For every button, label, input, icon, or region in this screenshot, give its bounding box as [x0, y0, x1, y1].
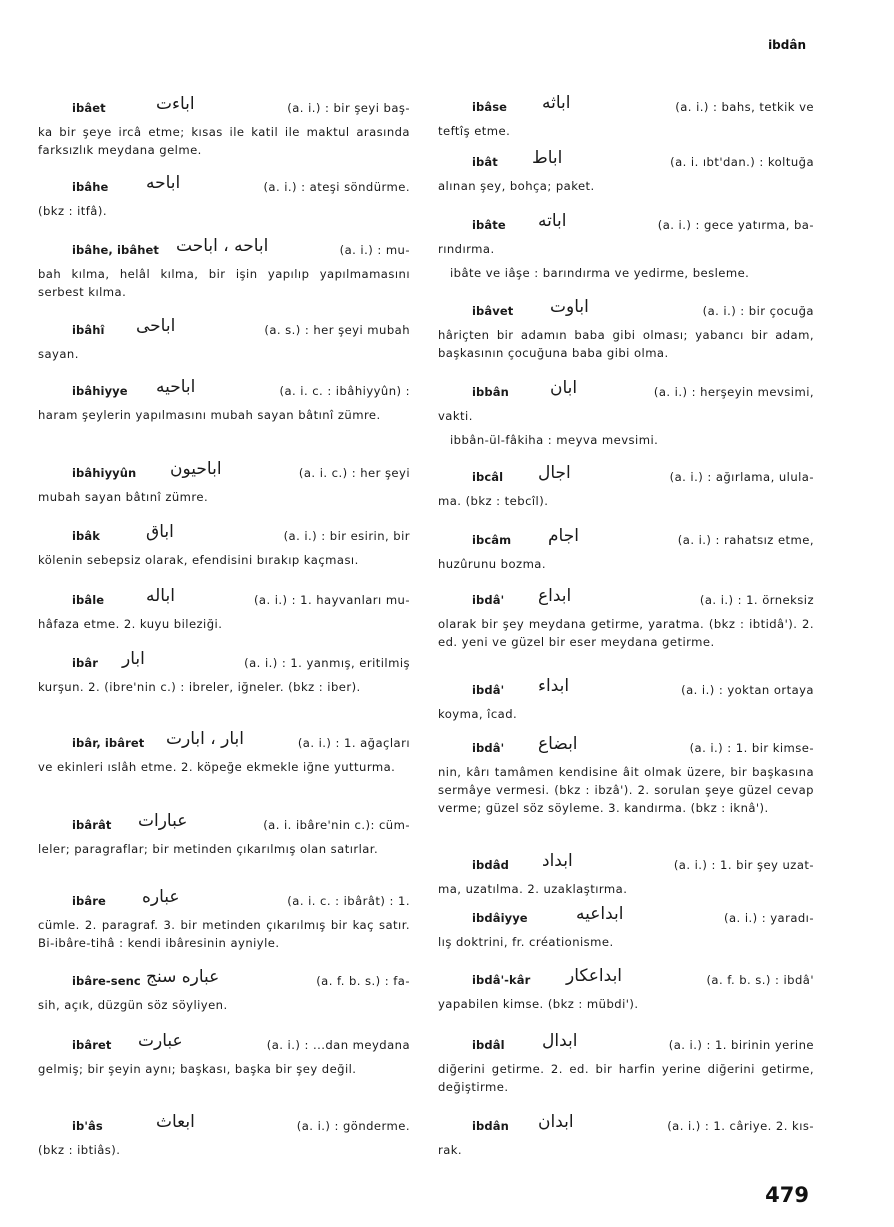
headword: ibcâl: [472, 470, 504, 484]
arabic-script: اباحى: [136, 316, 176, 336]
grammar-note: (a. i.) : 1. bir şey uzat-: [673, 858, 814, 872]
grammar-note: (a. i. ıbt'dan.) : koltuğa: [670, 155, 814, 169]
definition: leler; paragraflar; bir metinden çıkarılmış olan satırlar.: [38, 842, 379, 856]
dictionary-entry: [438, 1030, 814, 1096]
arabic-script: اباحيه: [156, 377, 196, 397]
headword: ibâret: [72, 1038, 112, 1052]
definition: kurşun. 2. (ibre'nin c.) : ibreler, iğneler. (bkz : iber).: [38, 680, 361, 694]
dictionary-entry: [438, 675, 814, 723]
grammar-note: (a. s.) : her şeyi mubah: [264, 323, 410, 337]
dictionary-entry: [438, 296, 814, 362]
grammar-note: (a. i.) : yoktan ortaya: [681, 683, 814, 697]
arabic-script: ابار ، ابارت: [166, 729, 244, 749]
grammar-note: (a. f. b. s.) : fa-: [316, 974, 410, 988]
definition: lış doktrini, fr. créationisme.: [438, 935, 614, 949]
dictionary-entry: [438, 210, 814, 258]
definition: vakti.: [438, 409, 473, 423]
dictionary-entry: [38, 172, 410, 220]
arabic-script: ابعاث: [156, 1112, 195, 1132]
grammar-note: (a. f. b. s.) : ibdâ': [706, 973, 814, 987]
definition: rındırma.: [438, 242, 495, 256]
definition: hâfaza etme. 2. kuyu bileziği.: [38, 617, 223, 631]
grammar-note: (a. i.) : ...dan meydana: [266, 1038, 410, 1052]
dictionary-entry: [38, 728, 410, 776]
dictionary-entry: [38, 886, 410, 952]
dictionary-entry: [38, 810, 410, 858]
dictionary-entry: [38, 1111, 410, 1159]
grammar-note: (a. i. c.) : her şeyi: [298, 466, 410, 480]
dictionary-entry: [38, 521, 410, 569]
definition: rak.: [438, 1143, 463, 1157]
dictionary-entry: [438, 733, 814, 817]
headword: ibâhiyye: [72, 384, 128, 398]
definition: haram şeylerin yapılmasını mubah sayan bâtınî zümre.: [38, 408, 381, 422]
headword: ibâhî: [72, 323, 105, 337]
definition: koyma, îcad.: [438, 707, 518, 721]
grammar-note: (a. i.) : mu-: [339, 243, 410, 257]
headword: ibdân: [472, 1119, 509, 1133]
headword: ibâr, ibâret: [72, 736, 145, 750]
headword: ibâet: [72, 101, 106, 115]
definition: teftîş etme.: [438, 124, 511, 138]
grammar-note: (a. i. c. : ibârât) : 1.: [287, 894, 410, 908]
dictionary-entry: [438, 147, 814, 195]
dictionary-entry: [438, 903, 814, 951]
headword: ibdâ'-kâr: [472, 973, 531, 987]
grammar-note: (a. i.) : yaradı-: [724, 911, 814, 925]
arabic-script: ابضاع: [538, 734, 578, 754]
arabic-script: ابدان: [538, 1112, 574, 1132]
grammar-note: (a. i.) : 1. câriye. 2. kıs-: [667, 1119, 814, 1133]
grammar-note: (a. i.) : 1. hayvanları mu-: [253, 593, 410, 607]
headword: ibâr: [72, 656, 99, 670]
dictionary-entry: [38, 585, 410, 633]
headword: ibâse: [472, 100, 508, 114]
sub-entry: [438, 431, 814, 449]
definition: kölenin sebepsiz olarak, efendisini bırakıp kaçması.: [38, 553, 359, 567]
grammar-note: (a. i.) : 1. örneksiz: [699, 593, 814, 607]
headword: ibdâ': [472, 593, 505, 607]
grammar-note: (a. i.) : gece yatırma, ba-: [657, 218, 814, 232]
definition: alınan şey, bohça; paket.: [438, 179, 595, 193]
definition: diğerini getirme. 2. ed. bir harfin yerine diğerini getirme, değiştirme.: [438, 1062, 814, 1094]
grammar-note: (a. i.) : 1. ağaçları: [297, 736, 410, 750]
dictionary-entry: [438, 462, 814, 510]
headword: ibâte: [472, 218, 506, 232]
headword: ibdâl: [472, 1038, 505, 1052]
definition: ve ekinleri ıslâh etme. 2. köpeğe ekmekle iğne yutturma.: [38, 760, 396, 774]
dictionary-entry: [38, 376, 410, 424]
definition: huzûrunu bozma.: [438, 557, 546, 571]
headword: ibâk: [72, 529, 100, 543]
headword: ibâhiyyûn: [72, 466, 137, 480]
dictionary-entry: [38, 315, 410, 363]
definition: olarak bir şey meydana getirme, yaratma. (bkz : ibtidâ'). 2. ed. yeni ve güzel bir eser meydana getirme.: [438, 617, 814, 649]
arabic-script: اباءت: [156, 94, 195, 114]
grammar-note: (a. i.) : bir çocuğa: [702, 304, 814, 318]
grammar-note: (a. i.) : gönderme.: [296, 1119, 410, 1133]
headword: ibbân: [472, 385, 509, 399]
grammar-note: (a. i.) : 1. birinin yerine: [668, 1038, 814, 1052]
grammar-note: (a. i.) : bir şeyi baş-: [287, 101, 410, 115]
headword: ibdâ': [472, 683, 505, 697]
dictionary-entry: [438, 965, 814, 1013]
definition: nin, kârı tamâmen kendisine âit olmak üzere, bir başkasına sermâye vermesi. (bkz : ibzâ'). 2. sorulan şeye güzel cevap verme; güzel söz söyleme. 3. kandırma. (bkz : iknâ').: [438, 765, 814, 815]
sub-entry-text: ibâte ve iâşe : barındırma ve yedirme, besleme.: [450, 266, 750, 280]
dictionary-entry: [38, 235, 410, 301]
dictionary-entry: [438, 1111, 814, 1159]
headword: ibât: [472, 155, 498, 169]
headword: ibâre-senc: [72, 974, 141, 988]
dictionary-entry: [38, 1030, 410, 1078]
headword: ibâle: [72, 593, 105, 607]
headword: ibâvet: [472, 304, 514, 318]
sub-entry: [438, 264, 814, 282]
arabic-script: عباره سنج: [146, 967, 220, 987]
arabic-script: اباته: [538, 211, 567, 231]
definition: hâriçten bir adamın baba gibi olması; yabancı bir adam, başkasının çocuğuna baba gibi olma.: [438, 328, 814, 360]
grammar-note: (a. i.) : 1. yanmış, eritilmiş: [244, 656, 410, 670]
arabic-script: ابار: [122, 649, 145, 669]
dictionary-entry: [438, 92, 814, 140]
arabic-script: عبارات: [138, 811, 188, 831]
sub-entry-text: ibbân-ül-fâkiha : meyva mevsimi.: [450, 433, 659, 447]
dictionary-entry: [38, 93, 410, 159]
grammar-note: (a. i.) : bir esirin, bir: [283, 529, 410, 543]
headword: ibâhe: [72, 180, 109, 194]
definition: cümle. 2. paragraf. 3. bir metinden çıkarılmış bir kaç satır. Bi-ibâre-tihâ : kendi ibâresinin ayniyle.: [38, 918, 410, 950]
definition: sih, açık, düzgün söz söyliyen.: [38, 998, 228, 1012]
grammar-note: (a. i. ibâre'nin c.): cüm-: [263, 818, 410, 832]
dictionary-entry: [38, 458, 410, 506]
grammar-note: (a. i. c. : ibâhiyyûn) :: [279, 384, 410, 398]
arabic-script: ابداد: [542, 851, 573, 871]
definition: bah kılma, helâl kılma, bir işin yapılıp yapılmamasını serbest kılma.: [38, 267, 410, 299]
headword: ibârât: [72, 818, 112, 832]
arabic-script: ابداء: [538, 676, 570, 696]
headword: ibcâm: [472, 533, 512, 547]
dictionary-entry: [438, 525, 814, 573]
headword: ibdâd: [472, 858, 509, 872]
headword: ib'âs: [72, 1119, 103, 1133]
arabic-script: ابدال: [542, 1031, 578, 1051]
dictionary-entry: [438, 377, 814, 425]
arabic-script: اباثه: [542, 93, 571, 113]
arabic-script: ابان: [550, 378, 578, 398]
definition: (bkz : itfâ).: [38, 204, 107, 218]
arabic-script: اباوت: [550, 297, 589, 317]
arabic-script: ابداعكار: [566, 966, 623, 986]
grammar-note: (a. i.) : ağırlama, ulula-: [669, 470, 814, 484]
grammar-note: (a. i.) : rahatsız etme,: [677, 533, 814, 547]
arabic-script: ابداعيه: [576, 904, 624, 924]
arabic-script: اباله: [146, 586, 175, 606]
running-head: ibdân: [768, 38, 806, 52]
headword: ibdâ': [472, 741, 505, 755]
arabic-script: اباحه: [146, 173, 181, 193]
arabic-script: اباحه ، اباحت: [176, 236, 269, 256]
grammar-note: (a. i.) : ateşi söndürme.: [263, 180, 410, 194]
definition: sayan.: [38, 347, 79, 361]
arabic-script: اجام: [548, 526, 579, 546]
grammar-note: (a. i.) : bahs, tetkik ve: [675, 100, 814, 114]
arabic-script: عبارت: [138, 1031, 183, 1051]
headword: ibdâiyye: [472, 911, 528, 925]
definition: ma. (bkz : tebcîl).: [438, 494, 549, 508]
definition: yapabilen kimse. (bkz : mübdi').: [438, 997, 639, 1011]
arabic-script: اباحيون: [170, 459, 222, 479]
dictionary-entry: [438, 850, 814, 898]
dictionary-entry: [38, 648, 410, 696]
definition: mubah sayan bâtınî zümre.: [38, 490, 209, 504]
definition: (bkz : ibtiâs).: [38, 1143, 121, 1157]
arabic-script: ابداع: [538, 586, 572, 606]
dictionary-entry: [38, 966, 410, 1014]
grammar-note: (a. i.) : herşeyin mevsimi,: [653, 385, 814, 399]
arabic-script: اباط: [532, 148, 563, 168]
page-number: 479: [765, 1183, 809, 1207]
grammar-note: (a. i.) : 1. bir kimse-: [689, 741, 814, 755]
headword: ibâre: [72, 894, 106, 908]
definition: ka bir şeye ircâ etme; kısas ile katil ile maktul arasında farksızlık meydana gelme.: [38, 125, 410, 157]
headword: ibâhe, ibâhet: [72, 243, 160, 257]
arabic-script: اجال: [538, 463, 571, 483]
arabic-script: اباق: [146, 522, 174, 542]
dictionary-entry: [438, 585, 814, 651]
definition: ma, uzatılma. 2. uzaklaştırma.: [438, 882, 628, 896]
definition: gelmiş; bir şeyin aynı; başkası, başka bir şey değil.: [38, 1062, 357, 1076]
arabic-script: عباره: [142, 887, 180, 907]
